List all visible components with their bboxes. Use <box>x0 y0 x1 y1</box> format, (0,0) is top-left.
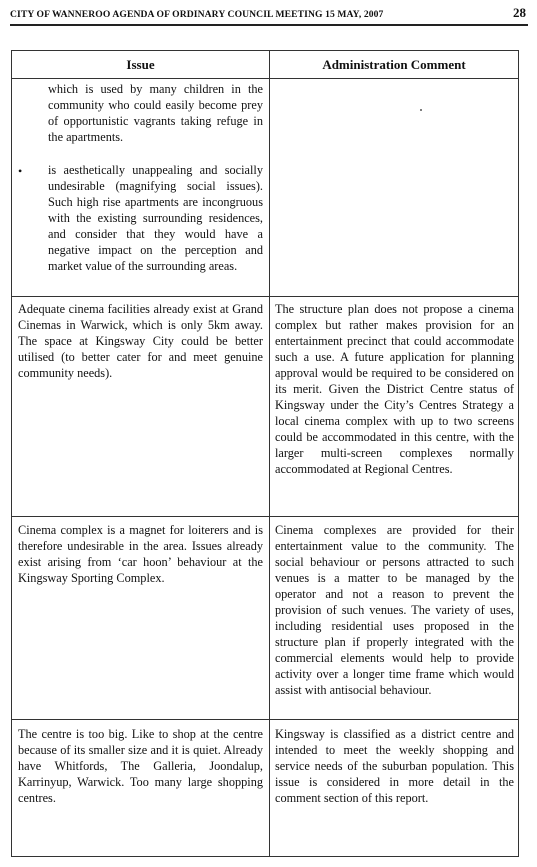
bullet-icon: • <box>18 164 23 178</box>
table-row-3-issue: Cinema complex is a magnet for loiterers and is therefore undesirable in the area. Issues already exist arising from ‘car hoon’ behaviour at the Kingsway Sporting Complex. <box>18 523 263 585</box>
column-divider <box>269 51 270 856</box>
table-row-4-issue: The centre is too big. Like to shop at the centre because of its smaller size and it is quiet. Already have Whitfords, The Galleria, Joondalup, Karrinyup, Warwick. Too many large shopping centres. <box>18 727 263 805</box>
row-divider <box>12 296 518 297</box>
table-row-2-issue: Adequate cinema facilities already exist at Grand Cinemas in Warwick, which is only 5km away. The space at Kingsway City could be better utilised (to better cater for and meet genuine community needs). <box>18 302 263 380</box>
table-row-3-comment: Cinema complexes are provided for their entertainment value to the community. The social behaviour or persons attracted to such venues is a matter to be managed by the operator and not a reason to prevent the provision of such venues. The variety of uses, including residential uses proposed in the structure plan if properly integrated with the commercial elements would help to provide activity over a longer time frame which would assist with antisocial behaviour. <box>275 523 514 697</box>
issues-table <box>11 50 519 857</box>
page-number: 28 <box>513 5 526 20</box>
column-header-issue: Issue <box>126 57 155 72</box>
table-row-1-issue-bullet <box>48 162 263 274</box>
column-header-administration-comment: Administration Comment <box>322 57 466 72</box>
issue-continued-text: which is used by many children in the community who could easily become prey of opportunistic vagrants taking refuge in the apartments. <box>48 82 263 144</box>
header-divider <box>12 78 518 79</box>
issue-bullet-text: is aesthetically unappealing and socially undesirable (magnifying social issues). Such high rise apartments are incongruous with the existing surrounding residences, and consider that they would have a negative impact on the perception and market value of the surrounding areas. <box>48 163 263 273</box>
page-header <box>10 6 528 26</box>
row-divider <box>12 719 518 720</box>
table-row-4-comment: Kingsway is classified as a district centre and intended to meet the weekly shopping and service needs of the suburban population. This issue is considered in more detail in the comment section of this report. <box>275 727 514 805</box>
agenda-title: CITY OF WANNEROO AGENDA OF ORDINARY COUNCIL MEETING 15 MAY, 2007 <box>10 9 384 20</box>
table-row-1-issue-continued <box>48 81 263 145</box>
table-row-2-comment: The structure plan does not propose a cinema complex but rather makes provision for an entertainment precinct that could accommodate such a use. A future application for planning approval would be required to be considered on its merit. Given the District Centre status of Kingsway under the City’s Centres Strategy a local cinema complex with up to two screens could be accommodated in this centre, with the larger multi-screen complexes normally accommodated at Regional Centres. <box>275 302 514 476</box>
row-divider <box>12 516 518 517</box>
scan-speck <box>420 109 422 111</box>
